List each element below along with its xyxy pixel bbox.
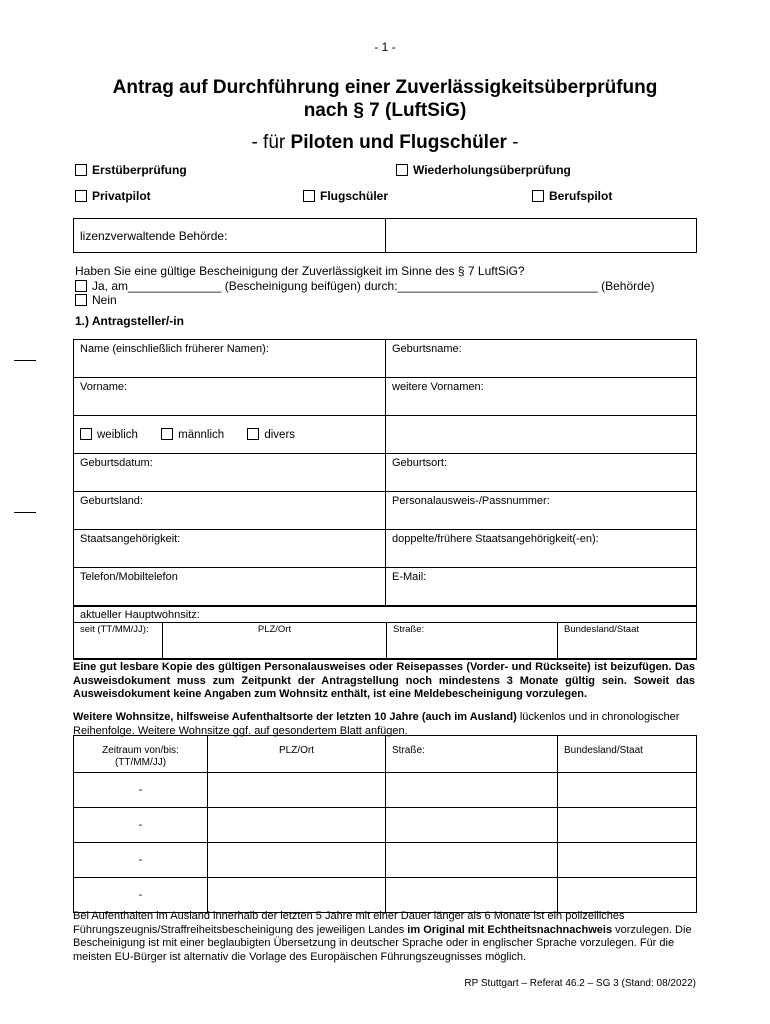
behoerde-label: lizenzverwaltende Behörde: xyxy=(74,219,386,253)
field-label: weitere Vornamen: xyxy=(392,381,484,393)
field-label: PLZ/Ort xyxy=(257,624,292,635)
checkbox-icon[interactable] xyxy=(396,164,408,176)
header-strasse: Straße: xyxy=(386,736,558,773)
gender-options xyxy=(74,416,386,454)
option-wiederholung[interactable] xyxy=(396,163,571,177)
margin-mark xyxy=(14,512,36,513)
footer: RP Stuttgart – Referat 46.2 – SG 3 (Stand: 08/2022) xyxy=(464,978,696,989)
option-label: Privatpilot xyxy=(92,189,151,203)
residence-zeitraum[interactable]: - xyxy=(74,808,208,843)
ausland-note xyxy=(73,910,695,964)
question-text: Haben Sie eine gültige Bescheinigung der Zuverlässigkeit im Sinne des § 7 LuftSiG? xyxy=(75,264,525,278)
residence-plz-ort[interactable] xyxy=(208,843,386,878)
field-geburtsdatum[interactable] xyxy=(74,454,386,492)
gender-divers[interactable] xyxy=(247,429,295,441)
copy-note: Eine gut lesbare Kopie des gültigen Personalausweises oder Reisepasses (Vorder- und Rückseite) ist beizufügen. Das Ausweisdokument muss zum Zeitpunkt der Antragstellung noch mindestens 3 Monate gültig sein. Soweit das Ausweisdokument keine Angaben zum Wohnsitz enthält, ist eine Meldebescheinigung vorzulegen. xyxy=(73,661,695,700)
ausland-text-1: Bei Aufenthalten im Ausland innerhalb der letzten 5 Jahre mit einer Dauer länger als 6 Monate ist ein polizeiliches Führungszeugnis/Straffreiheitsbescheinigung des jeweiligen Landes xyxy=(73,910,625,936)
field-label: Name (einschließlich früherer Namen): xyxy=(80,343,269,355)
subtitle-bold: Piloten und Flugschüler xyxy=(290,132,507,153)
residence-plz-ort[interactable] xyxy=(208,773,386,808)
applicant-table xyxy=(73,339,697,606)
field-plz-ort[interactable] xyxy=(163,623,387,660)
option-privatpilot[interactable] xyxy=(75,189,151,203)
field-vorname[interactable] xyxy=(74,378,386,416)
checkbox-icon[interactable] xyxy=(75,190,87,202)
residence-zeitraum[interactable]: - xyxy=(74,773,208,808)
margin-mark xyxy=(14,360,36,361)
residence-strasse[interactable] xyxy=(386,808,558,843)
field-label: doppelte/frühere Staatsangehörigkeit(-en): xyxy=(392,533,599,545)
field-label: seit (TT/MM/JJ): xyxy=(80,624,149,635)
field-label: Personalausweis-/Passnummer: xyxy=(392,495,550,507)
weitere-bold: Weitere Wohnsitze, hilfsweise Aufenthaltsorte der letzten 10 Jahre (auch im Ausland) xyxy=(73,711,517,723)
field-label: Geburtsland: xyxy=(80,495,143,507)
checkbox-icon[interactable] xyxy=(247,428,259,440)
checkbox-icon[interactable] xyxy=(161,428,173,440)
title-line-1: Antrag auf Durchführung einer Zuverlässigkeitsüberprüfung xyxy=(112,77,658,98)
section-heading-applicant: 1.) Antragsteller/-in xyxy=(75,314,184,328)
residence-zeitraum[interactable]: - xyxy=(74,878,208,913)
empty-cell xyxy=(386,416,697,454)
header-label: Zeitraum von/bis: xyxy=(102,745,179,756)
checkbox-icon[interactable] xyxy=(532,190,544,202)
hauptwohnsitz-label: aktueller Hauptwohnsitz: xyxy=(80,609,200,621)
answer-yes-label: Ja, am______________ (Bescheinigung beifügen) durch:______________________________ (Behörde) xyxy=(92,278,655,293)
field-staatsangehoerigkeit[interactable] xyxy=(74,530,386,568)
option-label: Flugschüler xyxy=(320,189,389,203)
field-label: Straße: xyxy=(393,624,425,635)
option-erstueberpruefung[interactable] xyxy=(75,163,187,177)
weitere-wohnsitze-note xyxy=(73,711,695,738)
answer-no[interactable] xyxy=(75,293,654,308)
subtitle-suffix: - xyxy=(506,132,519,153)
field-label: Telefon/Mobiltelefon xyxy=(80,571,178,583)
hauptwohnsitz-box xyxy=(73,606,697,659)
residence-bundesland[interactable] xyxy=(558,843,697,878)
header-zeitraum xyxy=(74,736,208,773)
option-flugschueler[interactable] xyxy=(303,189,388,203)
title-line-2: nach § 7 (LuftSiG) xyxy=(303,100,467,121)
page-title xyxy=(0,76,770,122)
hauptwohnsitz-row xyxy=(73,622,697,659)
field-label: Bundesland/Staat xyxy=(564,624,640,635)
residence-plz-ort[interactable] xyxy=(208,808,386,843)
checkbox-icon[interactable] xyxy=(75,164,87,176)
field-bundesland[interactable] xyxy=(558,623,697,660)
gender-label: weiblich xyxy=(97,429,138,441)
field-label: Vorname: xyxy=(80,381,128,393)
field-name[interactable] xyxy=(74,340,386,378)
checkbox-icon[interactable] xyxy=(75,294,87,306)
subtitle-prefix: - für xyxy=(251,132,291,153)
residence-bundesland[interactable] xyxy=(558,808,697,843)
field-doppelte-staatsangehoerigkeit[interactable] xyxy=(386,530,697,568)
gender-label: divers xyxy=(264,429,296,441)
field-telefon[interactable] xyxy=(74,568,386,606)
checkbox-icon[interactable] xyxy=(303,190,315,202)
residence-strasse[interactable] xyxy=(386,773,558,808)
checkbox-icon[interactable] xyxy=(75,280,87,292)
gender-weiblich[interactable] xyxy=(80,429,138,441)
header-label: (TT/MM/JJ) xyxy=(114,757,167,768)
page-subtitle xyxy=(0,132,770,154)
field-label: Staatsangehörigkeit: xyxy=(80,533,181,545)
field-ausweisnummer[interactable] xyxy=(386,492,697,530)
behoerde-input[interactable] xyxy=(386,219,697,253)
field-geburtsort[interactable] xyxy=(386,454,697,492)
gender-label: männlich xyxy=(178,429,225,441)
checkbox-icon[interactable] xyxy=(80,428,92,440)
field-weitere-vornamen[interactable] xyxy=(386,378,697,416)
page-number: - 1 - xyxy=(374,40,396,54)
residences-table xyxy=(73,735,697,913)
header-bundesland: Bundesland/Staat xyxy=(558,736,697,773)
answer-yes[interactable] xyxy=(75,279,654,294)
field-label: E-Mail: xyxy=(392,571,427,583)
field-email[interactable] xyxy=(386,568,697,606)
answer-no-label: Nein xyxy=(92,293,117,307)
option-label: Berufspilot xyxy=(549,189,613,203)
field-seit[interactable] xyxy=(74,623,163,660)
field-label: Geburtsname: xyxy=(392,343,462,355)
certificate-question xyxy=(75,264,654,308)
residence-strasse[interactable] xyxy=(386,843,558,878)
residence-zeitraum[interactable]: - xyxy=(74,843,208,878)
field-label: Geburtsort: xyxy=(392,457,448,469)
gender-maennlich[interactable] xyxy=(161,429,224,441)
field-geburtsland[interactable] xyxy=(74,492,386,530)
field-label: Geburtsdatum: xyxy=(80,457,153,469)
weitere-rest: lückenlos und in chronologischer Reihenfolge. Weitere Wohnsitze ggf. auf gesondertem Blatt anfügen. xyxy=(73,711,680,737)
header-plz-ort: PLZ/Ort xyxy=(208,736,386,773)
residence-strasse[interactable] xyxy=(386,878,558,913)
residence-bundesland[interactable] xyxy=(558,878,697,913)
behoerde-table xyxy=(73,218,697,253)
ausland-bold: im Original mit Echtheitsnachnachweis xyxy=(407,923,613,936)
residence-bundesland[interactable] xyxy=(558,773,697,808)
field-geburtsname[interactable] xyxy=(386,340,697,378)
option-label: Erstüberprüfung xyxy=(92,163,187,177)
option-label: Wiederholungsüberprüfung xyxy=(413,163,571,177)
option-berufspilot[interactable] xyxy=(532,189,612,203)
residence-plz-ort[interactable] xyxy=(208,878,386,913)
field-strasse[interactable] xyxy=(387,623,558,660)
hauptwohnsitz-table xyxy=(73,622,697,660)
ausland-text-2: vorzulegen. Die Bescheinigung ist mit einer beglaubigten Übersetzung in deutscher Sprache oder in englischer Sprache vorzulegen. Für die meisten EU-Bürger ist alternativ die Vorlage des Europäischen Führungszeugnisses möglich. xyxy=(73,923,692,963)
